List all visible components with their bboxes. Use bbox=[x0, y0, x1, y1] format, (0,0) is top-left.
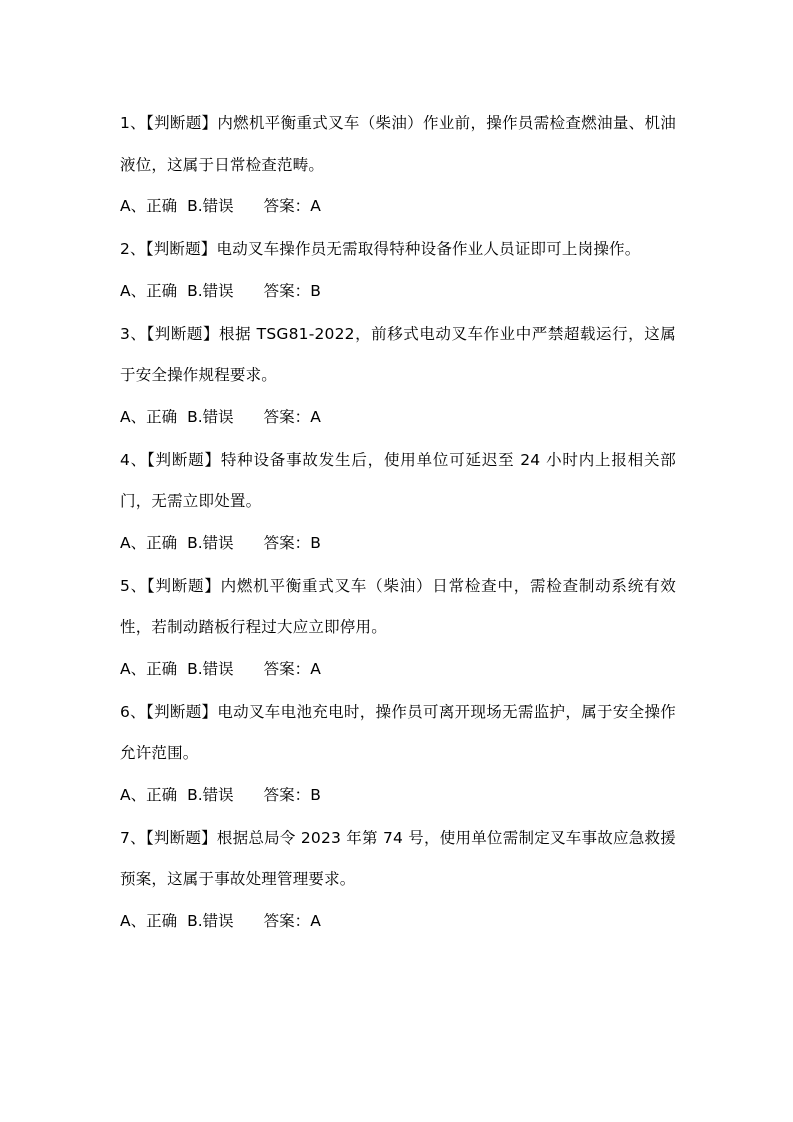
answer-row bbox=[120, 775, 676, 817]
question-7 bbox=[120, 818, 676, 943]
answer-value: A bbox=[310, 407, 321, 426]
answer-row bbox=[120, 649, 676, 691]
option-a: A、正确 bbox=[120, 281, 178, 300]
answer-label: 答案： bbox=[263, 659, 311, 678]
answer-label: 答案： bbox=[263, 533, 311, 552]
question-text: 6、【判断题】电动叉车电池充电时，操作员可离开现场无需监护，属于安全操作允许范围。 bbox=[120, 702, 676, 762]
question-text: 7、【判断题】根据总局令 2023 年第 74 号，使用单位需制定叉车事故应急救援预案，这属于事故处理管理要求。 bbox=[120, 828, 676, 888]
question-text: 1、【判断题】内燃机平衡重式叉车（柴油）作业前，操作员需检查燃油量、机油液位，这属于日常检查范畴。 bbox=[120, 114, 676, 174]
option-a: A、正确 bbox=[120, 407, 178, 426]
question-3 bbox=[120, 314, 676, 439]
answer-value: A bbox=[310, 197, 321, 215]
option-a: A、正确 bbox=[120, 533, 178, 552]
answer-label: 答案： bbox=[263, 197, 311, 215]
question-6 bbox=[120, 692, 676, 817]
answer-value: A bbox=[310, 659, 321, 678]
answer-row bbox=[120, 523, 676, 565]
document-page bbox=[120, 103, 676, 944]
answer-label: 答案： bbox=[263, 407, 311, 426]
answer-row bbox=[120, 397, 676, 439]
answer-value: B bbox=[310, 281, 321, 300]
option-b: B.错误 bbox=[187, 911, 234, 930]
option-a: A、正确 bbox=[120, 785, 178, 804]
question-1 bbox=[120, 103, 676, 228]
question-text: 2、【判断题】电动叉车操作员无需取得特种设备作业人员证即可上岗操作。 bbox=[120, 240, 641, 258]
option-b: B.错误 bbox=[187, 407, 234, 426]
answer-label: 答案： bbox=[263, 785, 311, 804]
question-5 bbox=[120, 566, 676, 691]
question-text: 3、【判断题】根据 TSG81-2022，前移式电动叉车作业中严禁超载运行，这属于安全操作规程要求。 bbox=[120, 324, 676, 384]
option-b: B.错误 bbox=[187, 281, 234, 300]
answer-value: A bbox=[310, 911, 321, 930]
answer-label: 答案： bbox=[263, 911, 311, 930]
option-b: B.错误 bbox=[187, 197, 234, 215]
option-b: B.错误 bbox=[187, 785, 234, 804]
answer-row bbox=[120, 186, 676, 228]
answer-value: B bbox=[310, 533, 321, 552]
answer-row bbox=[120, 271, 676, 313]
option-a: A、正确 bbox=[120, 911, 178, 930]
option-a: A、正确 bbox=[120, 197, 178, 215]
option-b: B.错误 bbox=[187, 533, 234, 552]
question-text: 5、【判断题】内燃机平衡重式叉车（柴油）日常检查中，需检查制动系统有效性，若制动踏板行程过大应立即停用。 bbox=[120, 576, 676, 636]
question-2 bbox=[120, 229, 676, 312]
question-text: 4、【判断题】特种设备事故发生后，使用单位可延迟至 24 小时内上报相关部门，无需立即处置。 bbox=[120, 450, 676, 510]
question-4 bbox=[120, 440, 676, 565]
answer-value: B bbox=[310, 785, 321, 804]
answer-row bbox=[120, 901, 676, 943]
option-b: B.错误 bbox=[187, 659, 234, 678]
answer-label: 答案： bbox=[263, 281, 311, 300]
option-a: A、正确 bbox=[120, 659, 178, 678]
